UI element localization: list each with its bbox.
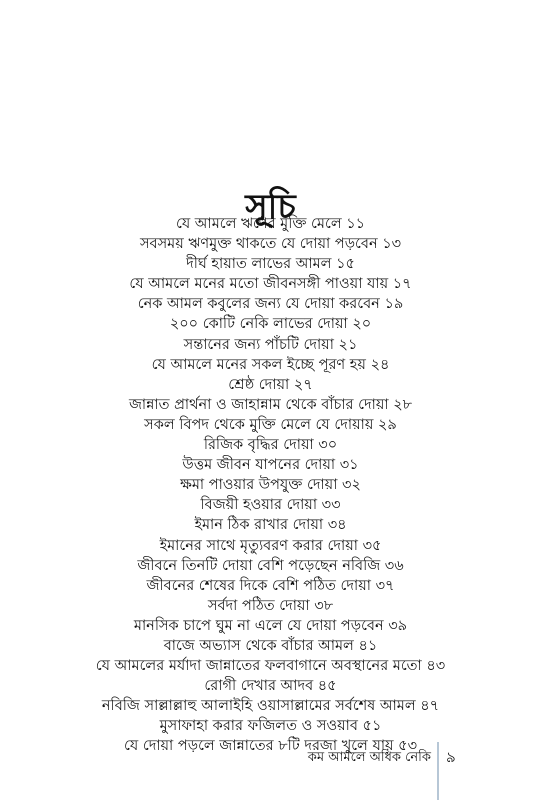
toc-entry: নেক আমল কবুলের জন্য যে দোয়া করবেন ১৯ [137,296,404,313]
toc-entry: বিজয়ী হওয়ার দোয়া ৩৩ [200,497,341,514]
toc-entry: সন্তানের জন্য পাঁচটি দোয়া ২১ [183,336,358,353]
toc-entry: যে আমলের মর্যাদা জান্নাতের ফলবাগানে অবস্থানের মতো ৪৩ [95,658,446,675]
toc-entry: জীবনে তিনটি দোয়া বেশি পড়েছেন নবিজি ৩৬ [137,557,404,574]
toc-entry: ক্ষমা পাওয়ার উপযুক্ত দোয়া ৩২ [180,477,361,494]
toc-entry: শ্রেষ্ঠ দোয়া ২৭ [228,376,313,393]
toc-entry: মুসাফাহা করার ফজিলত ও সওয়াব ৫১ [159,718,382,735]
table-of-contents [0,214,541,757]
footer-book-title: কম আমলে অধিক নেকি [307,750,431,765]
toc-entry: জান্নাত প্রার্থনা ও জাহান্নাম থেকে বাঁচার দোয়া ২৮ [128,396,413,413]
page-title: সূচি [245,186,296,227]
toc-entry: যে দোয়া পড়লে জান্নাতের ৮টি দরজা খুলে যায় ৫৩ [123,738,418,755]
toc-entry: ইমানের সাথে মৃত্যুবরণ করার দোয়া ৩৫ [159,537,382,554]
toc-entry: নবিজি সাল্লাল্লাহু আলাইহি ওয়াসাল্লামের সর্বশেষ আমল ৪৭ [101,698,440,715]
toc-entry: ইমান ঠিক রাখার দোয়া ৩৪ [194,517,347,534]
toc-entry: সর্বদা পঠিত দোয়া ৩৮ [207,597,334,614]
toc-entry: মানসিক চাপে ঘুম না এলে যে দোয়া পড়বেন ৩৯ [133,617,408,634]
toc-entry: সকল বিপদ থেকে মুক্তি মেলে যে দোয়ায় ২৯ [144,416,397,433]
toc-entry: ২০০ কোটি নেকি লাভের দোয়া ২০ [169,316,372,333]
footer-divider [437,742,439,800]
toc-entry: বাজে অভ্যাস থেকে বাঁচার আমল ৪১ [163,637,378,654]
toc-entry: রোগী দেখার আদব ৪৫ [204,678,337,695]
toc-entry: উত্তম জীবন যাপনের দোয়া ৩১ [182,457,359,474]
page-number: ৯ [446,748,456,766]
toc-entry: জীবনের শেষের দিকে বেশি পঠিত দোয়া ৩৭ [146,577,395,594]
toc-entry: দীর্ঘ হায়াত লাভের আমল ১৫ [186,256,355,273]
toc-entry: রিজিক বৃদ্ধির দোয়া ৩০ [203,437,338,454]
toc-entry: সবসময় ঋণমুক্ত থাকতে যে দোয়া পড়বেন ১৩ [139,236,402,253]
toc-entry: যে আমলে মনের মতো জীবনসঙ্গী পাওয়া যায় ১৭ [129,276,412,293]
toc-entry: যে আমলে ঋণের মুক্তি মেলে ১১ [175,216,366,232]
toc-entry: যে আমলে মনের সকল ইচ্ছে পূরণ হয় ২৪ [151,356,390,373]
